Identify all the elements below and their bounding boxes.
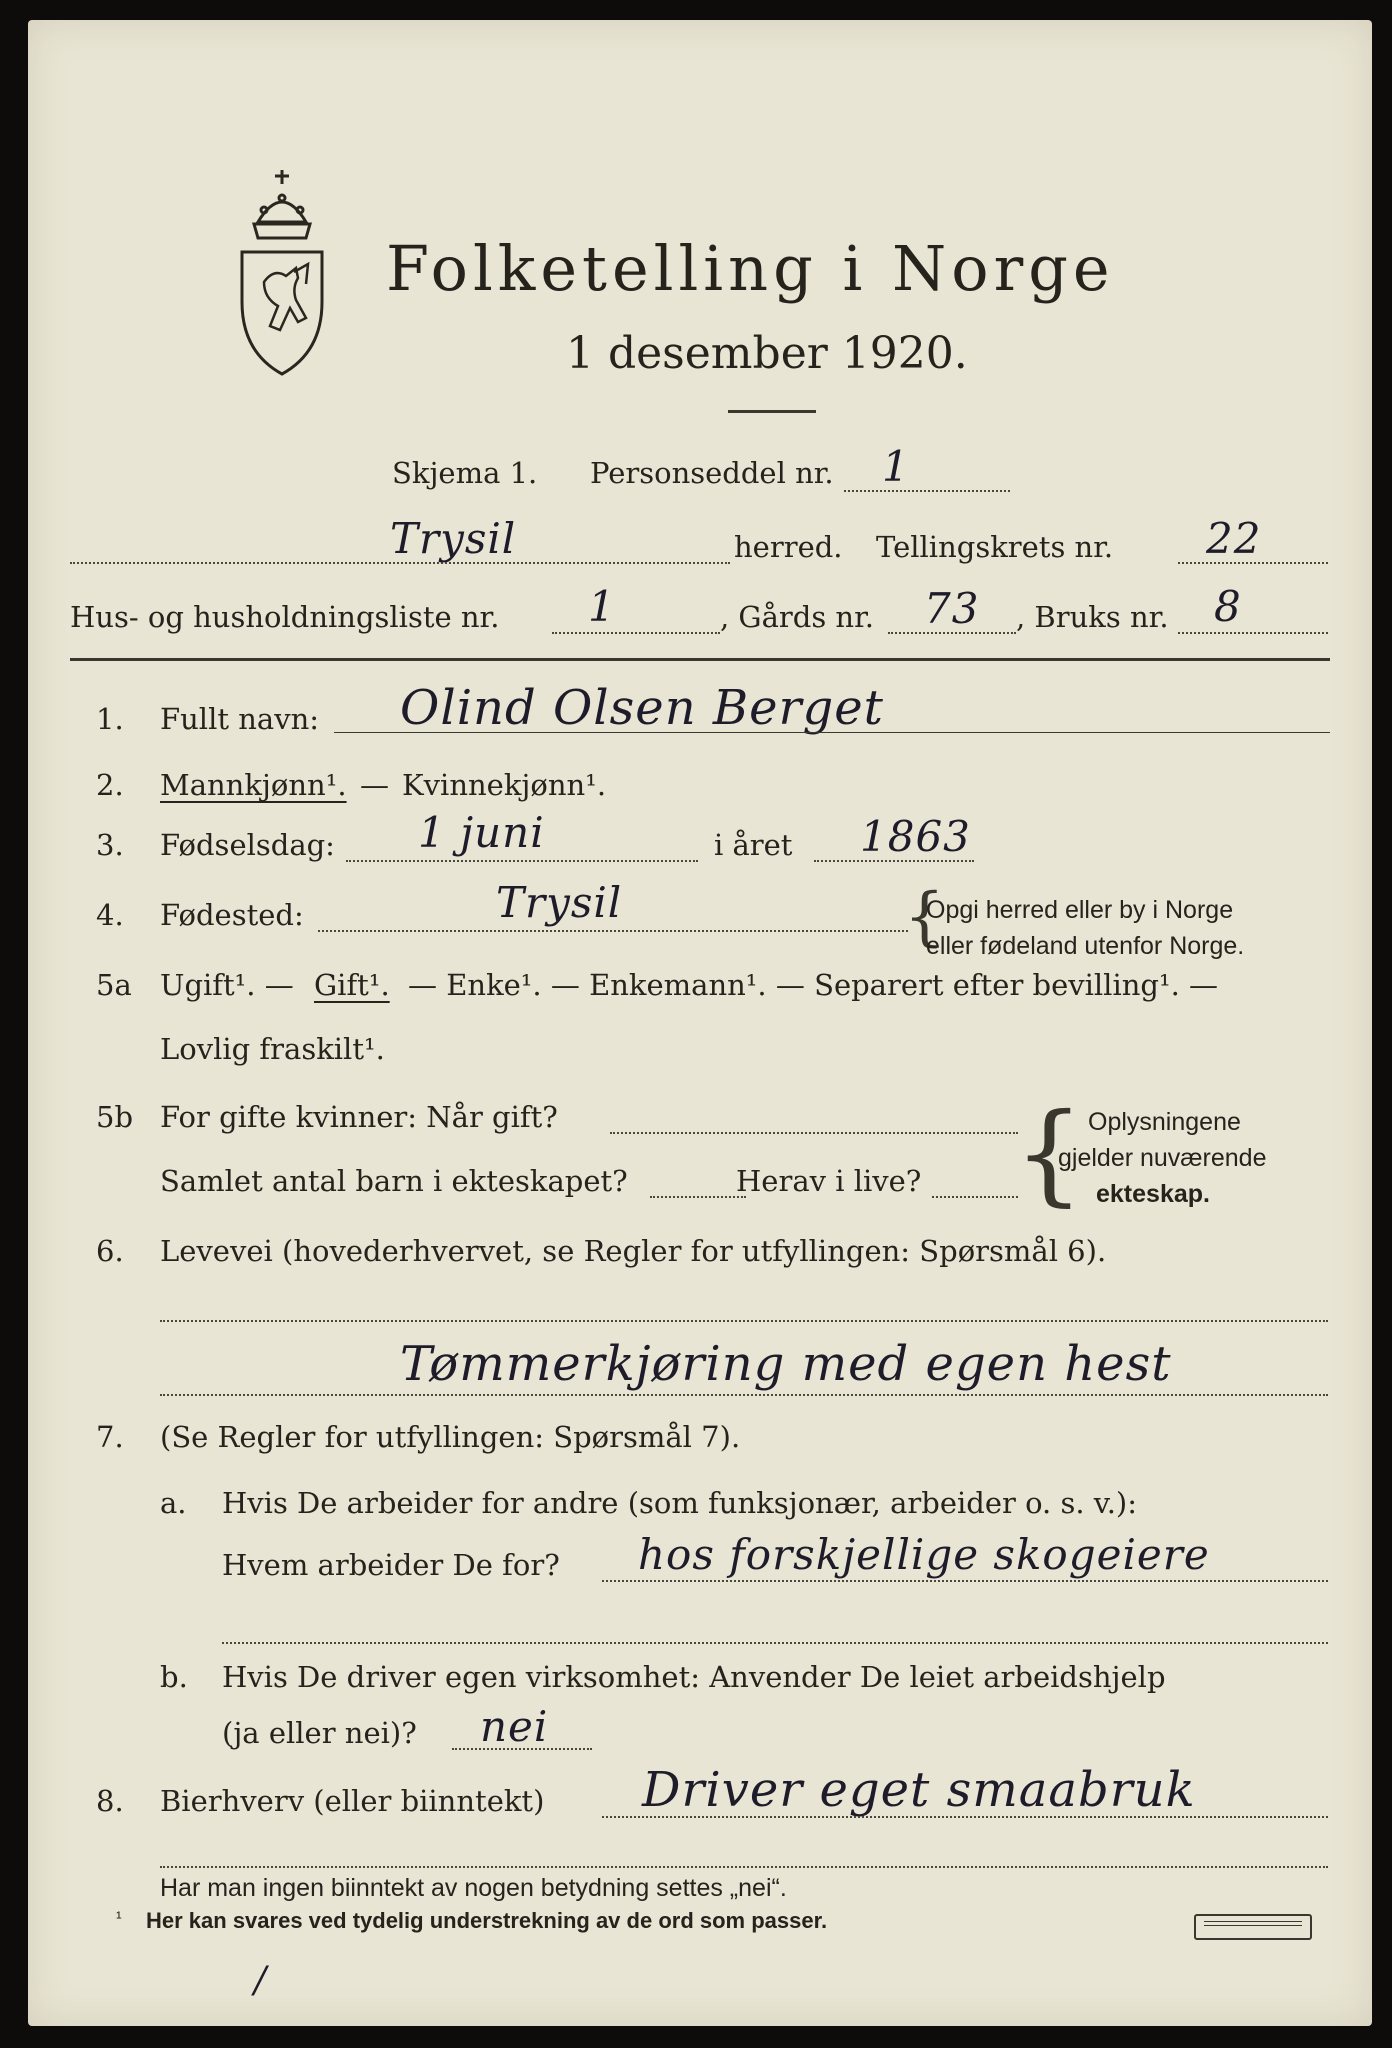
q5a-gift: Gift¹. bbox=[314, 968, 390, 1002]
coat-of-arms-icon bbox=[228, 162, 336, 378]
q7-label: (Se Regler for utfyllingen: Spørsmål 7). bbox=[160, 1420, 741, 1454]
q3-value: 1 juni bbox=[418, 808, 545, 857]
q6-number: 6. bbox=[96, 1234, 124, 1268]
q8-label: Bierhverv (eller biinntekt) bbox=[160, 1784, 545, 1818]
personseddel-value: 1 bbox=[882, 442, 910, 491]
q3-year-label: i året bbox=[714, 828, 793, 862]
q5b-label-1: For gifte kvinner: Når gift? bbox=[160, 1100, 558, 1134]
q7a-line-1: Hvis De arbeider for andre (som funksjonær, arbeider o. s. v.): bbox=[222, 1486, 1138, 1520]
q1-value: Olind Olsen Berget bbox=[400, 680, 884, 736]
footer-note: Har man ingen biinntekt av nogen betydning settes „nei“. bbox=[160, 1874, 787, 1902]
personseddel-label: Personseddel nr. bbox=[590, 456, 834, 490]
q1-label: Fullt navn: bbox=[160, 702, 320, 736]
husliste-line bbox=[552, 632, 720, 634]
q7-number: 7. bbox=[96, 1420, 124, 1454]
q8-number: 8. bbox=[96, 1784, 124, 1818]
q5b-married-line bbox=[610, 1132, 1018, 1134]
q7a-extra-line bbox=[222, 1642, 1328, 1644]
bruks-value: 8 bbox=[1214, 582, 1242, 631]
q5a-ugift: Ugift¹. — bbox=[160, 968, 294, 1002]
q2-male: Mannkjønn¹. bbox=[160, 768, 347, 802]
q3-line bbox=[346, 860, 698, 862]
q3-year-line bbox=[814, 860, 974, 862]
census-form bbox=[28, 20, 1372, 2026]
gards-label: , Gårds nr. bbox=[720, 600, 874, 634]
q8-line-1 bbox=[602, 1816, 1328, 1818]
q1-number: 1. bbox=[96, 702, 124, 736]
q4-brace: { bbox=[904, 880, 945, 954]
personseddel-line bbox=[844, 490, 1010, 492]
q6-line-1 bbox=[160, 1320, 1328, 1322]
herred-label: herred. bbox=[734, 530, 843, 564]
q2-female: Kvinnekjønn¹. bbox=[402, 768, 607, 802]
q7b-number: b. bbox=[160, 1660, 188, 1694]
census-date: 1 desember 1920. bbox=[566, 328, 968, 379]
q7a-value-line bbox=[602, 1580, 1328, 1582]
q2-number: 2. bbox=[96, 768, 124, 802]
gards-line bbox=[888, 632, 1016, 634]
stray-mark: / bbox=[254, 1960, 268, 2001]
q5b-label-2: Samlet antal barn i ekteskapet? bbox=[160, 1164, 628, 1198]
q5b-label-3: Herav i live? bbox=[736, 1164, 922, 1198]
husliste-label: Hus- og husholdningsliste nr. bbox=[70, 600, 500, 634]
q5a-line-2: Lovlig fraskilt¹. bbox=[160, 1032, 385, 1066]
q7b-value-line bbox=[452, 1748, 592, 1750]
q4-note-1: Opgi herred eller by i Norge bbox=[926, 896, 1234, 924]
skjema-label: Skjema 1. bbox=[392, 456, 538, 490]
q4-note-2: eller fødeland utenfor Norge. bbox=[926, 932, 1245, 960]
bruks-line bbox=[1178, 632, 1328, 634]
tellingskrets-line bbox=[1178, 562, 1328, 564]
q3-number: 3. bbox=[96, 828, 124, 862]
q4-label: Fødested: bbox=[160, 898, 304, 932]
husliste-value: 1 bbox=[588, 582, 616, 631]
tellingskrets-value: 22 bbox=[1206, 514, 1262, 563]
q5b-brace: { bbox=[1014, 1089, 1084, 1217]
q3-label: Fødselsdag: bbox=[160, 828, 335, 862]
gards-value: 73 bbox=[924, 584, 980, 633]
q2-dash: — bbox=[360, 768, 389, 802]
q8-value: Driver eget smaabruk bbox=[642, 1762, 1196, 1818]
q5b-number: 5b bbox=[96, 1100, 134, 1134]
q5b-alive-line bbox=[932, 1196, 1018, 1198]
q4-line bbox=[318, 930, 908, 932]
footnote-mark: ¹ bbox=[116, 1908, 122, 1927]
q8-line-2 bbox=[160, 1866, 1328, 1868]
q4-value: Trysil bbox=[496, 878, 623, 927]
q5b-note-1: Oplysningene bbox=[1088, 1108, 1241, 1136]
header-rule bbox=[70, 658, 1330, 661]
q6-line-2 bbox=[160, 1394, 1328, 1396]
footnote-text: Her kan svares ved tydelig understrekning av de ord som passer. bbox=[146, 1908, 828, 1933]
q6-label: Levevei (hovederhvervet, se Regler for utfyllingen: Spørsmål 6). bbox=[160, 1234, 1107, 1268]
q7a-line-2: Hvem arbeider De for? bbox=[222, 1548, 560, 1582]
q4-number: 4. bbox=[96, 898, 124, 932]
tellingskrets-label: Tellingskrets nr. bbox=[876, 530, 1114, 564]
q5b-children-line bbox=[650, 1196, 746, 1198]
q5a-rest: — Enke¹. — Enkemann¹. — Separert efter bevilling¹. — bbox=[408, 968, 1219, 1002]
printer-stamp bbox=[1194, 1914, 1312, 1940]
q7a-number: a. bbox=[160, 1486, 187, 1520]
q3-year-value: 1863 bbox=[860, 812, 971, 861]
q7a-value: hos forskjellige skogeiere bbox=[638, 1530, 1210, 1579]
bruks-label: , Bruks nr. bbox=[1016, 600, 1169, 634]
herred-value: Trysil bbox=[390, 514, 517, 563]
q5b-note-3: ekteskap. bbox=[1096, 1180, 1210, 1208]
q6-value: Tømmerkjøring med egen hest bbox=[400, 1336, 1172, 1392]
q5b-note-2: gjelder nuværende bbox=[1058, 1144, 1267, 1172]
q7b-value: nei bbox=[480, 1702, 549, 1751]
form-title: Folketelling i Norge bbox=[386, 232, 1115, 305]
q7b-line-1: Hvis De driver egen virksomhet: Anvender De leiet arbeidshjelp bbox=[222, 1660, 1166, 1694]
title-divider bbox=[728, 410, 816, 413]
q5a-number: 5a bbox=[96, 968, 132, 1002]
q1-line bbox=[334, 732, 1330, 733]
herred-line bbox=[70, 562, 730, 564]
q7b-line-2: (ja eller nei)? bbox=[222, 1716, 417, 1750]
